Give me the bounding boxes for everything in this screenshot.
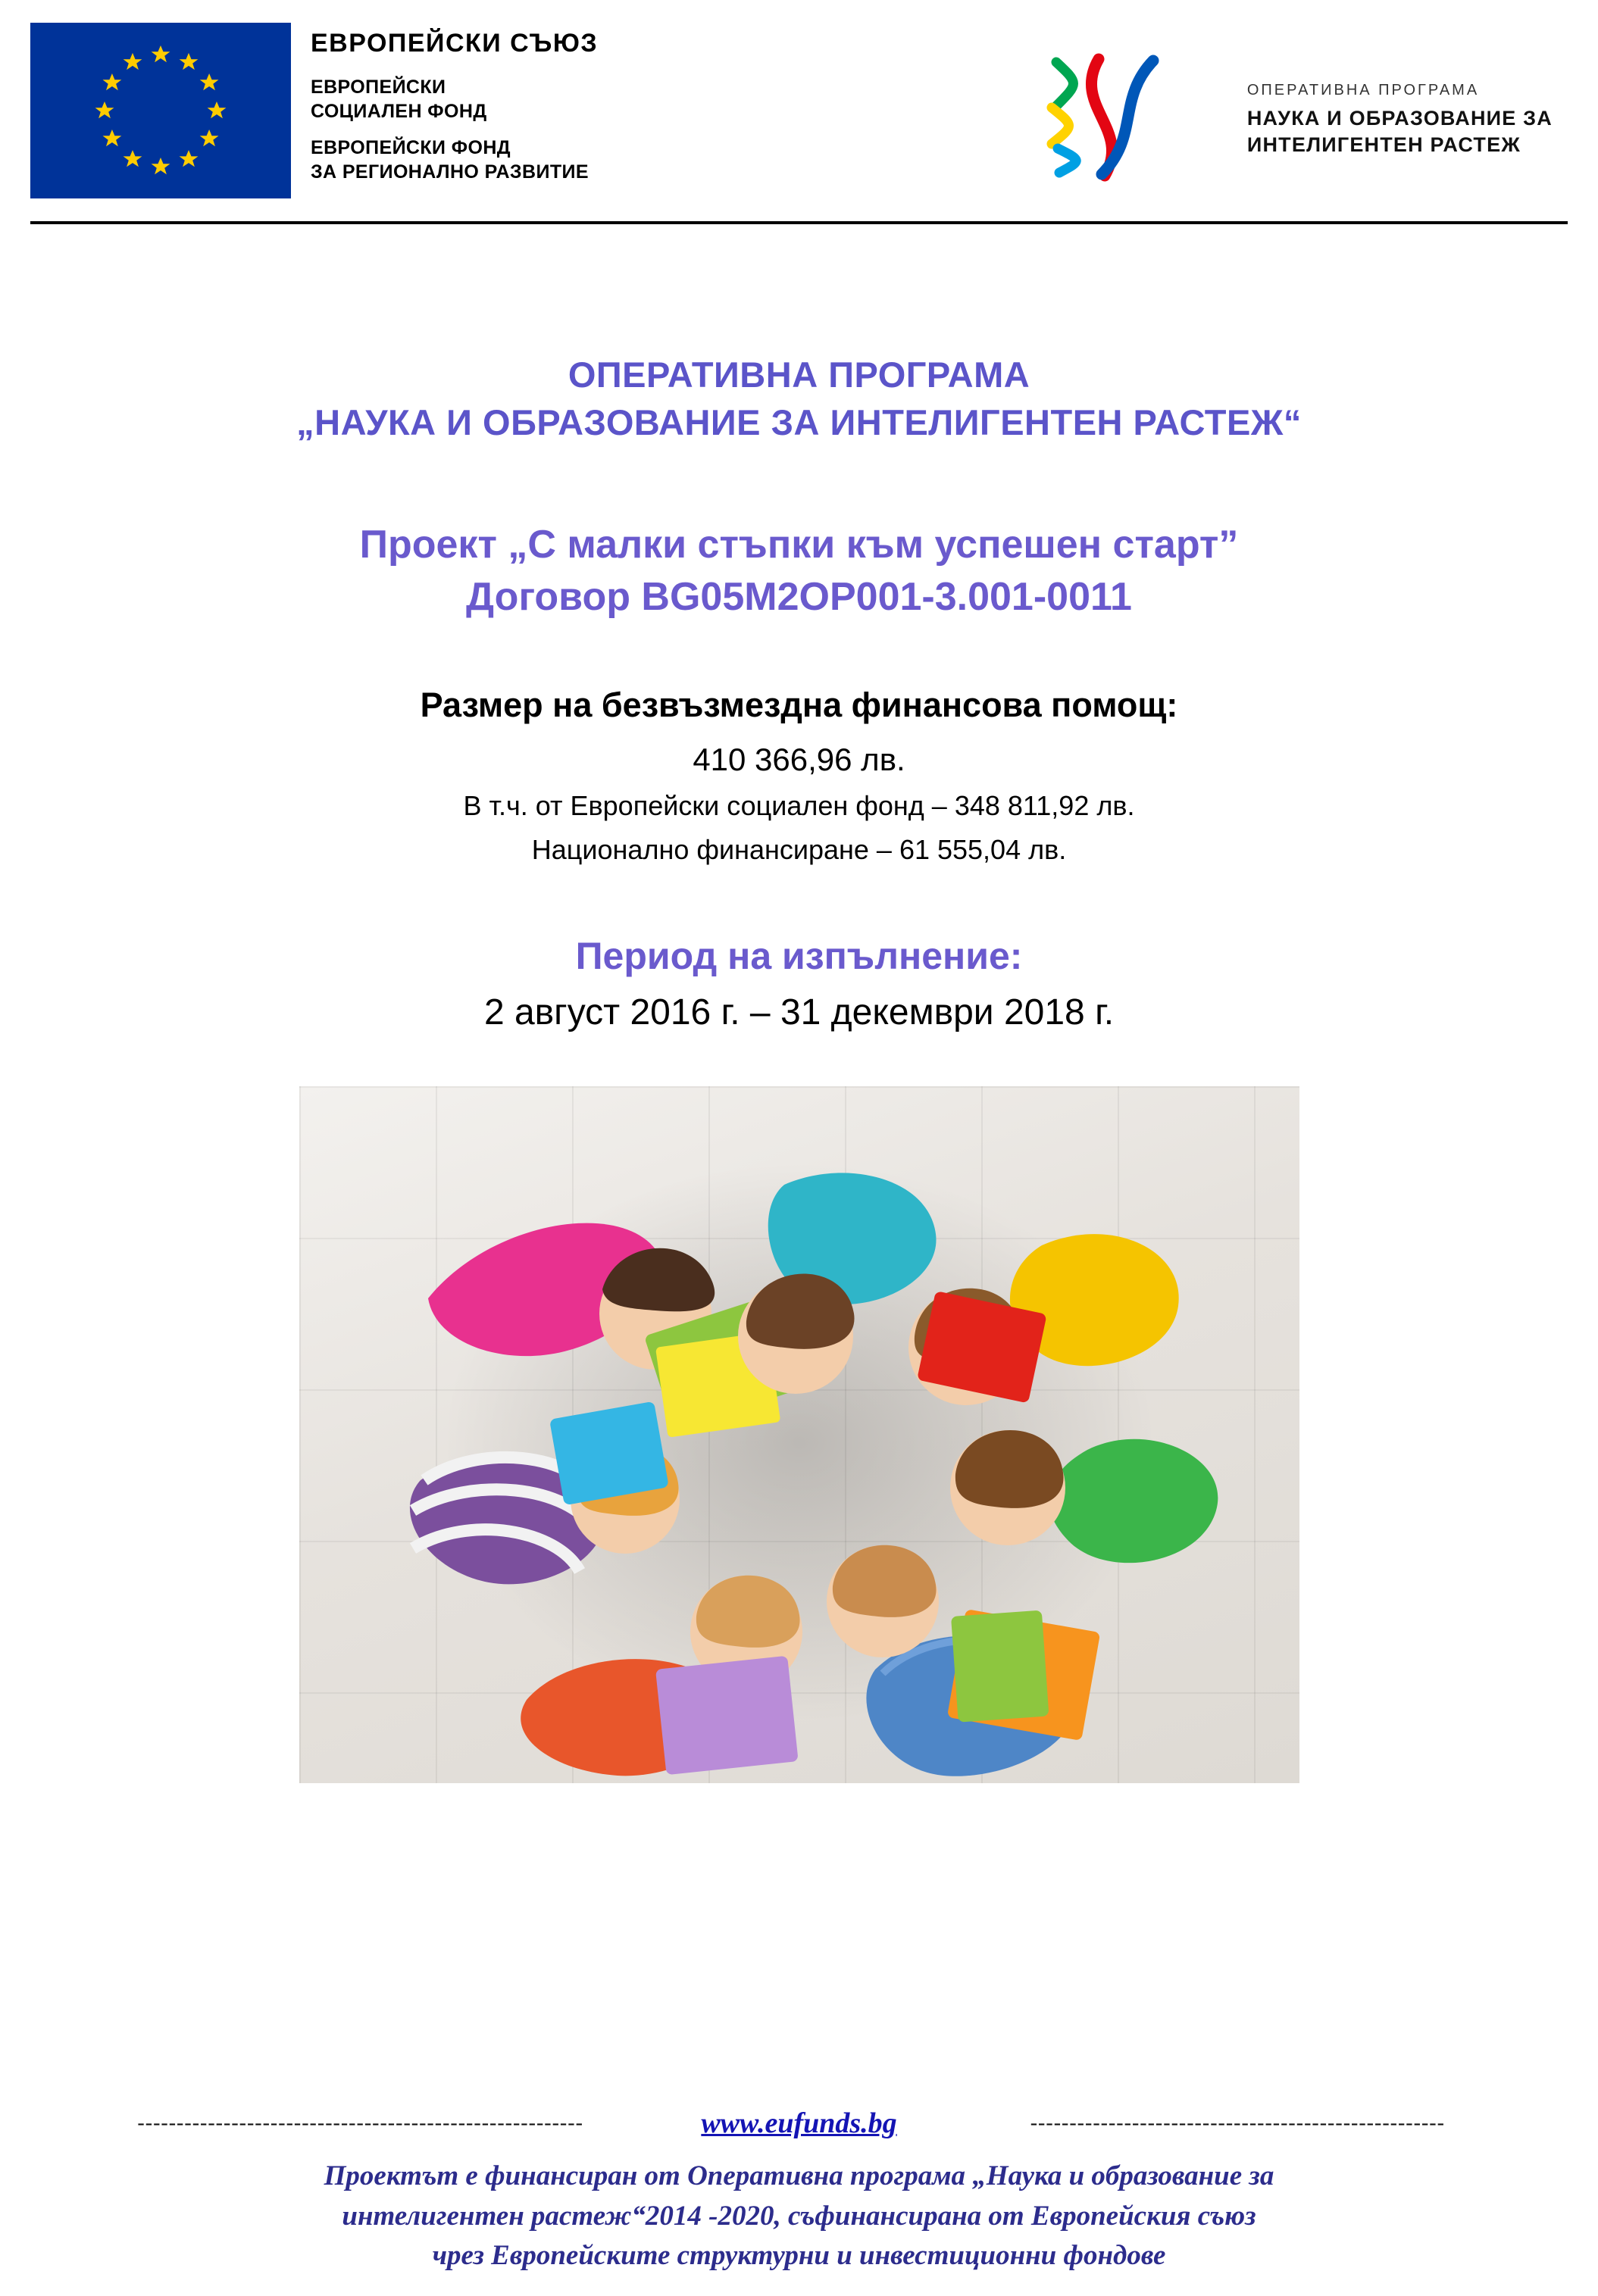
contract-number: Договор BG05M2OP001-3.001-0011 xyxy=(466,575,1132,620)
eu-esf-line-1: ЕВРОПЕЙСКИ xyxy=(311,77,446,98)
grant-amount: 410 366,96 лв. xyxy=(693,742,905,778)
document-body xyxy=(0,351,1598,1783)
eufunds-link[interactable]: www.eufunds.bg xyxy=(701,2107,897,2140)
period-value: 2 август 2016 г. – 31 декември 2018 г. xyxy=(483,992,1115,1033)
project-name: Проект „С малки стъпки към успешен старт” xyxy=(359,523,1239,567)
grant-esf-share: В т.ч. от Европейски социален фонд – 348 811,92 лв. xyxy=(463,790,1135,822)
eu-esf-line-2: СОЦИАЛЕН ФОНД xyxy=(311,101,487,122)
document-footer xyxy=(0,2107,1598,2296)
eu-logo-block xyxy=(30,23,598,198)
grant-national-share: Национално финансиране – 61 555,04 лв. xyxy=(531,834,1067,866)
eu-erdf-line-2: ЗА РЕГИОНАЛНО РАЗВИТИЕ xyxy=(311,161,589,183)
operational-program-line-2: „НАУКА И ОБРАЗОВАНИЕ ЗА ИНТЕЛИГЕНТЕН РАСТЕЖ“ xyxy=(296,401,1302,442)
footer-disclaimer xyxy=(30,2157,1568,2276)
document-header xyxy=(0,0,1598,224)
footer-disclaimer-line-1: Проектът е финансиран от Оперативна програма „Наука и образование за xyxy=(324,2160,1274,2192)
project-title xyxy=(45,519,1553,623)
footer-dashes-right: ----------------------------------------------------- xyxy=(1030,2111,1445,2135)
footer-disclaimer-line-3: чрез Европейските структурни и инвестиционни фондове xyxy=(432,2240,1166,2272)
footer-disclaimer-line-2: интелигентен растеж“2014 -2020, съфинансирана от Европейския съюз xyxy=(342,2200,1256,2232)
header-logos-row xyxy=(0,0,1598,198)
op-logo-big-label xyxy=(1247,105,1553,157)
eu-erdf-line-1: ЕВРОПЕЙСКИ ФОНД xyxy=(311,137,511,158)
op-logo-big-line-2: ИНТЕЛИГЕНТЕН РАСТЕЖ xyxy=(1246,133,1521,156)
period-label: Период на изпълнение: xyxy=(575,935,1023,978)
eu-esf-label xyxy=(311,75,598,123)
op-logo-texts xyxy=(1247,77,1553,157)
footer-url-row xyxy=(30,2107,1568,2140)
eu-logo-texts xyxy=(311,23,598,196)
photo-illustration xyxy=(299,1086,1299,1783)
op-program-logo-icon xyxy=(1026,53,1231,182)
eu-title: ЕВРОПЕЙСКИ СЪЮЗ xyxy=(311,29,599,58)
header-divider xyxy=(30,221,1568,224)
operational-program-line-1: ОПЕРАТИВНА ПРОГРАМА xyxy=(568,355,1030,395)
operational-program-heading xyxy=(45,351,1553,446)
children-photo xyxy=(299,1086,1299,1783)
eu-erdf-label xyxy=(311,136,598,184)
op-logo-big-line-1: НАУКА И ОБРАЗОВАНИЕ ЗА xyxy=(1246,107,1553,130)
op-logo-small-label: ОПЕРАТИВНА ПРОГРАМА xyxy=(1246,82,1480,99)
footer-dashes-left: --------------------------------------------------------- xyxy=(137,2111,583,2135)
eu-flag-icon xyxy=(30,23,291,198)
op-logo-block xyxy=(1026,23,1553,182)
grant-label: Размер на безвъзмездна финансова помощ: xyxy=(420,686,1178,725)
